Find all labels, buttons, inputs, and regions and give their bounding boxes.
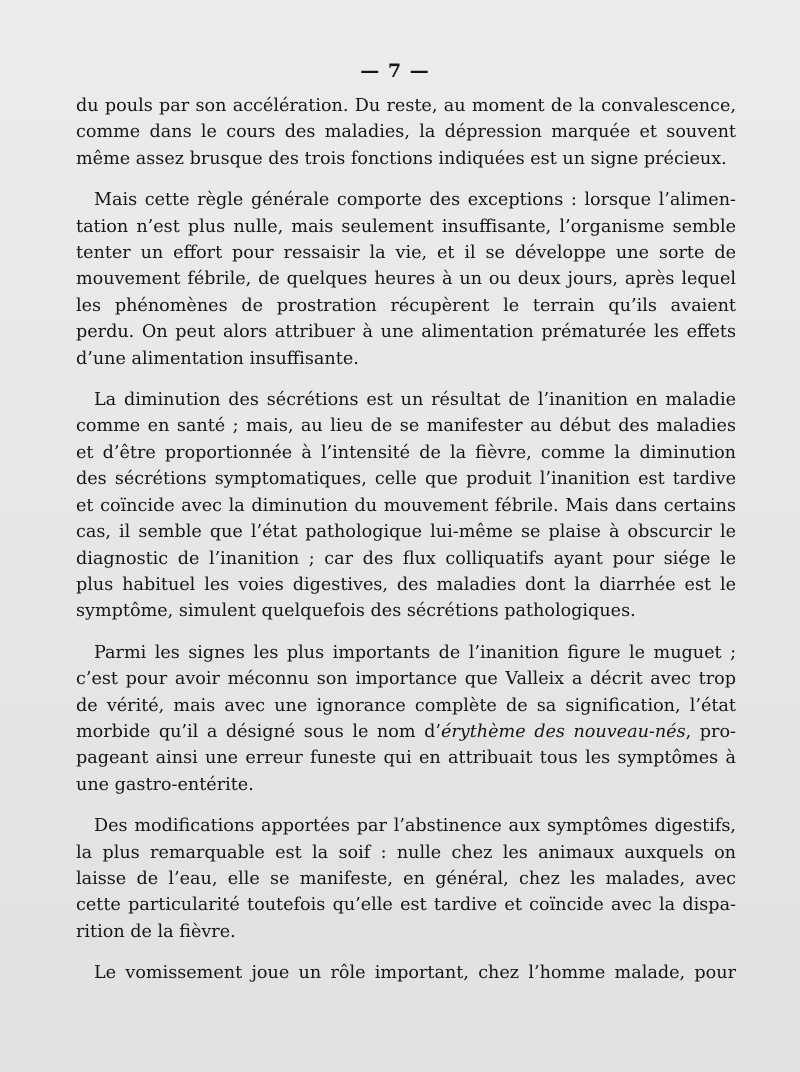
text-line: plus habituel les voies digestives, des maladies dont la diarrhée est le	[76, 574, 736, 595]
text-line: pageant ainsi une erreur funeste qui en attribuait tous les symptômes à	[76, 748, 736, 769]
page-number: — 7 —	[360, 60, 430, 82]
text-line: mouvement fébrile, de quelques heures à un ou deux jours, après lequel	[76, 269, 736, 290]
text-line: d’une alimentation insuffisante.	[76, 348, 359, 369]
text-line: des sécrétions symptomatiques, celle que produit l’inanition est tardive	[76, 469, 736, 490]
body-text	[76, 93, 736, 1002]
paragraph-3	[76, 387, 736, 625]
text-line: rition de la fièvre.	[76, 921, 236, 942]
text-line: La diminution des sécrétions est un résultat de l’inanition en maladie	[94, 390, 736, 411]
text-line: tenter un effort pour ressaisir la vie, et il se développe une sorte de	[76, 243, 736, 264]
text-line: une gastro-entérite.	[76, 774, 254, 795]
text-line: perdu. On peut alors attribuer à une alimentation prématurée les effets	[76, 322, 736, 343]
text-line: c’est pour avoir méconnu son importance que Valleix a décrit avec trop	[76, 669, 736, 690]
text-line: la plus remarquable est la soif : nulle chez les animaux auxquels on	[76, 842, 736, 863]
text-line-with-italic	[76, 719, 736, 745]
text-line: Le vomissement joue un rôle important, chez l’homme malade, pour	[94, 963, 736, 984]
text-line: Parmi les signes les plus importants de l’inanition figure le muguet ;	[94, 642, 736, 663]
text-line: et coïncide avec la diminution du mouvement fébrile. Mais dans certains	[76, 495, 736, 516]
text-line: cas, il semble que l’état pathologique lui-même se plaise à obscurcir le	[76, 522, 736, 543]
paragraph-2	[76, 187, 736, 372]
text-line: tation n’est plus nulle, mais seulement insuffisante, l’organisme semble	[76, 216, 736, 237]
text-line: les phénomènes de prostration récupèrent le terrain qu’ils avaient	[76, 295, 736, 316]
text-line: diagnostic de l’inanition ; car des flux colliquatifs ayant pour siége le	[76, 548, 736, 569]
text-segment: morbide qu’il a désigné sous le nom d’	[76, 721, 441, 742]
text-line: du pouls par son accélération. Du reste, au moment de la convalescence,	[76, 96, 736, 116]
text-line: et d’être proportionnée à l’intensité de la fièvre, comme la diminution	[76, 442, 736, 463]
text-line: comme dans le cours des maladies, la dépression marquée et souvent	[76, 122, 736, 143]
paragraph-6	[76, 960, 736, 986]
paragraph-5	[76, 813, 736, 945]
text-line: de vérité, mais avec une ignorance complète de sa signification, l’état	[76, 695, 736, 716]
text-line: comme en santé ; mais, au lieu de se manifester au début des maladies	[76, 416, 736, 437]
paragraph-4	[76, 640, 736, 798]
italic-term: érythème des nouveau-nés	[440, 721, 686, 742]
text-segment: , pro-	[685, 721, 736, 742]
text-line: Des modifications apportées par l’abstinence aux symptômes digestifs,	[94, 816, 736, 837]
text-line: Mais cette règle générale comporte des exceptions : lorsque l’alimen-	[94, 190, 736, 211]
text-line: cette particularité toutefois qu’elle est tardive et coïncide avec la dispa-	[76, 895, 736, 916]
text-line: laisse de l’eau, elle se manifeste, en général, chez les malades, avec	[76, 868, 736, 889]
text-line: symptôme, simulent quelquefois des sécrétions pathologiques.	[76, 601, 636, 622]
paragraph-1	[76, 93, 736, 172]
text-line: même assez brusque des trois fonctions indiquées est un signe précieux.	[76, 148, 727, 169]
